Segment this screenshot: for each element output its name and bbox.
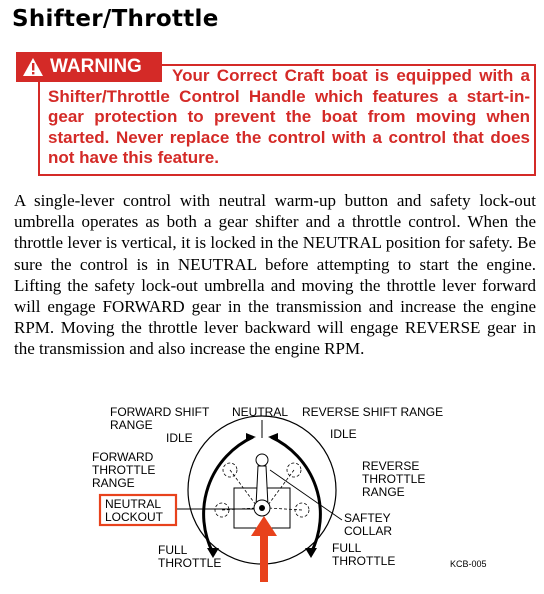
label-full-throttle-right-2: THROTTLE xyxy=(332,554,396,568)
label-forward-shift-range: RANGE xyxy=(110,418,153,432)
label-forward-shift: FORWARD SHIFT xyxy=(110,405,210,419)
label-forward-throttle-2: THROTTLE xyxy=(92,463,156,477)
page-title: Shifter/Throttle xyxy=(12,6,219,32)
arc-arrow-left-top xyxy=(246,433,256,441)
red-pointer-arrow xyxy=(251,516,277,582)
label-full-throttle-left-2: THROTTLE xyxy=(158,556,222,570)
label-reverse-throttle-1: REVERSE xyxy=(362,459,420,473)
body-paragraph: A single-lever control with neutral warm-up button and safety lock-out umbrella operates as both a gear shifter and a throttle control. When the throttle lever is vertical, it is locked in the NEUTRAL position for safety. Be sure the control is in NEUTRAL before attempting to start the engine. Lifting the safety lock-out umbrella and moving the throttle lever forward will engage FORWARD gear in the transmission and increase the engine RPM. Moving the throttle lever backward will engage REVERSE gear in the transmission and also increase the engine RPM. xyxy=(14,191,536,359)
figure-code: KCB-005 xyxy=(450,559,487,569)
label-forward-throttle-1: FORWARD xyxy=(92,450,154,464)
label-idle-left: IDLE xyxy=(166,431,193,445)
forward-range-arc xyxy=(204,437,253,553)
throttle-lever xyxy=(254,454,270,516)
warning-text: Your Correct Craft boat is equipped with a Shifter/Throttle Control Handle which features a start-in-gear protection to prevent the boat from moving when started. Never replace the control with a control that does not have this feature. xyxy=(48,66,530,167)
leader-safety-collar xyxy=(270,470,342,520)
label-full-throttle-left-1: FULL xyxy=(158,543,188,557)
label-idle-right: IDLE xyxy=(330,427,357,441)
label-reverse-throttle-2: THROTTLE xyxy=(362,472,426,486)
arc-arrow-right-end xyxy=(305,548,317,558)
label-safety-collar-1: SAFTEY xyxy=(344,511,391,525)
label-safety-collar-2: COLLAR xyxy=(344,524,393,538)
label-neutral-lockout-2: LOCKOUT xyxy=(105,510,164,524)
label-full-throttle-right-1: FULL xyxy=(332,541,362,555)
arc-arrow-right-top xyxy=(268,433,278,441)
reverse-range-arc xyxy=(271,437,320,553)
label-neutral: NEUTRAL xyxy=(232,405,289,419)
label-reverse-shift-range: REVERSE SHIFT RANGE xyxy=(302,405,444,419)
label-neutral-lockout-1: NEUTRAL xyxy=(105,497,162,511)
label-reverse-throttle-3: RANGE xyxy=(362,485,405,499)
label-forward-throttle-3: RANGE xyxy=(92,476,135,490)
warning-badge-label: WARNING xyxy=(50,56,142,77)
